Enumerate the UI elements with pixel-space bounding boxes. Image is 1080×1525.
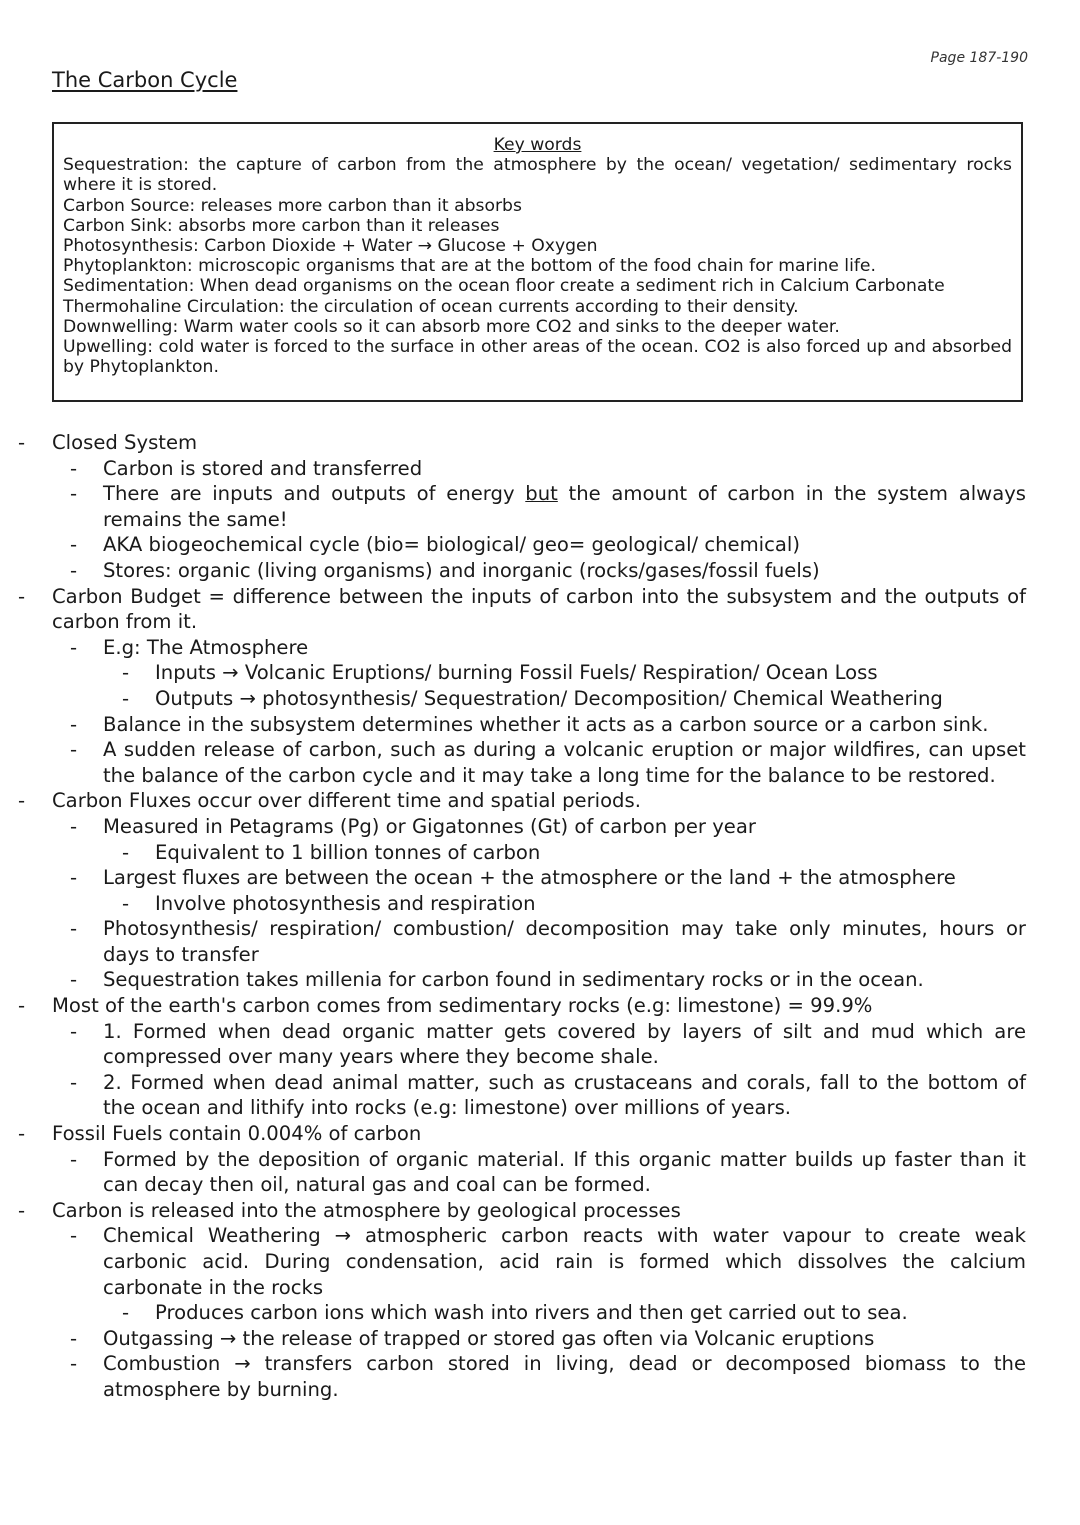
bullet-dash: - (70, 1147, 78, 1171)
list-item: - Carbon is stored and transferred (70, 456, 423, 480)
list-item: - Outgassing → the release of trapped or stored gas often via Volcanic eruptions (70, 1326, 875, 1350)
key-word-thermohaline: Thermohaline Circulation: the circulation of ocean currents according to their density. (63, 296, 799, 317)
list-item: - Photosynthesis/ respiration/ combustion/ decomposition may take only minutes, hours or days to transfer (70, 917, 1026, 966)
bullet-dash: - (70, 1352, 78, 1376)
list-item: - Largest fluxes are between the ocean + the atmosphere or the land + the atmosphere (70, 866, 956, 890)
bullet-dash: - (18, 1198, 26, 1222)
bullet-dash: - (70, 738, 78, 762)
list-item: - Fossil Fuels contain 0.004% of carbon (18, 1122, 422, 1146)
list-item: - Most of the earth's carbon comes from sedimentary rocks (e.g: limestone) = 99.9% (18, 994, 873, 1018)
bullet-dash: - (122, 891, 130, 915)
key-word-carbon-source: Carbon Source: releases more carbon than it absorbs (63, 195, 522, 216)
key-word-sequestration: Sequestration: the capture of carbon from the atmosphere by the ocean/ vegetation/ sedimentary rocks where it is stored. (63, 155, 1012, 196)
list-item: - Stores: organic (living organisms) and inorganic (rocks/gases/fossil fuels) (70, 558, 820, 582)
list-item: - Sequestration takes millenia for carbon found in sedimentary rocks or in the ocean. (70, 968, 924, 992)
bullet-dash: - (70, 1224, 78, 1248)
list-item: - Formed by the deposition of organic material. If this organic matter builds up faster than it can decay then oil, natural gas and coal can be formed. (70, 1147, 1026, 1197)
bullet-dash: - (70, 1326, 78, 1350)
list-item: - 1. Formed when dead organic matter gets covered by layers of silt and mud which are compressed over many years where they become shale. (70, 1019, 1026, 1069)
bullet-dash: - (70, 456, 78, 480)
bullet-dash: - (70, 1070, 78, 1094)
list-item: - Produces carbon ions which wash into rivers and then get carried out to sea. (122, 1301, 908, 1325)
key-word-photosynthesis: Photosynthesis: Carbon Dioxide + Water → Glucose + Oxygen (63, 236, 598, 257)
list-item: - Outputs → photosynthesis/ Sequestration/ Decomposition/ Chemical Weathering (122, 686, 943, 710)
list-item: - There are inputs and outputs of energy but the amount of carbon in the system always remains the same! (70, 482, 1026, 531)
bullet-dash: - (70, 482, 78, 506)
key-word-sedimentation: Sedimentation: When dead organisms on the ocean floor create a sediment rich in Calcium Carbonate (63, 276, 945, 297)
list-item: - Equivalent to 1 billion tonnes of carbon (122, 840, 541, 864)
list-item: - Inputs → Volcanic Eruptions/ burning Fossil Fuels/ Respiration/ Ocean Loss (122, 661, 878, 685)
list-item: - 2. Formed when dead animal matter, such as crustaceans and corals, fall to the bottom of the ocean and lithify into rocks (e.g: limestone) over millions of years. (70, 1070, 1026, 1120)
list-item: - Carbon is released into the atmosphere by geological processes (18, 1198, 681, 1222)
key-words-box (52, 122, 1023, 402)
bullet-dash: - (70, 968, 78, 992)
key-words-heading: Key words (493, 135, 582, 155)
list-item: - Involve photosynthesis and respiration (122, 891, 536, 915)
list-item: - Chemical Weathering → atmospheric carbon reacts with water vapour to create weak carbonic acid. During condensation, acid rain is formed which dissolves the calcium carbonate in the rocks (70, 1224, 1026, 1299)
list-item: - Measured in Petagrams (Pg) or Gigatonnes (Gt) of carbon per year (70, 814, 756, 838)
bullet-dash: - (70, 1019, 78, 1043)
bullet-dash: - (18, 584, 26, 608)
key-word-phytoplankton: Phytoplankton: microscopic organisms that are at the bottom of the food chain for marine life. (63, 256, 876, 277)
notes-list (0, 430, 1080, 1403)
key-word-downwelling: Downwelling: Warm water cools so it can absorb more CO2 and sinks to the deeper water. (63, 316, 840, 337)
bullet-dash: - (18, 994, 26, 1018)
bullet-dash: - (122, 1301, 130, 1325)
bullet-dash: - (18, 789, 26, 813)
list-item: - Closed System (18, 431, 198, 454)
bullet-dash: - (70, 917, 78, 941)
key-word-upwelling: Upwelling: cold water is forced to the surface in other areas of the ocean. CO2 is also forced up and absorbed by Phytoplankton. (63, 337, 1012, 378)
list-item: - A sudden release of carbon, such as during a volcanic eruption or major wildfires, can upset the balance of the carbon cycle and it may take a long time for the balance to be restored. (70, 738, 1026, 787)
bullet-dash: - (70, 635, 78, 659)
bullet-dash: - (70, 533, 78, 557)
key-word-carbon-sink: Carbon Sink: absorbs more carbon than it releases (63, 215, 500, 236)
bullet-dash: - (122, 840, 130, 864)
bullet-dash: - (70, 866, 78, 890)
list-item: - Carbon Fluxes occur over different time and spatial periods. (18, 789, 641, 813)
list-item: - AKA biogeochemical cycle (bio= biological/ geo= geological/ chemical) (70, 533, 800, 557)
list-item: - Carbon Budget = difference between the inputs of carbon into the subsystem and the outputs of carbon from it. (18, 584, 1026, 634)
bullet-dash: - (70, 814, 78, 838)
page-title: The Carbon Cycle (52, 68, 238, 92)
page-reference: Page 187-190 (930, 50, 1028, 66)
bullet-dash: - (70, 558, 78, 582)
bullet-dash: - (70, 712, 78, 736)
list-item: - Balance in the subsystem determines whether it acts as a carbon source or a carbon sink. (70, 712, 989, 736)
bullet-dash: - (122, 686, 130, 710)
bullet-dash: - (18, 1122, 26, 1146)
list-item: - Combustion → transfers carbon stored in living, dead or decomposed biomass to the atmosphere by burning. (70, 1352, 1026, 1401)
underlined-word: but (525, 482, 558, 506)
bullet-dash: - (18, 431, 26, 454)
bullet-dash: - (122, 661, 130, 685)
list-item: - E.g: The Atmosphere (70, 635, 309, 659)
